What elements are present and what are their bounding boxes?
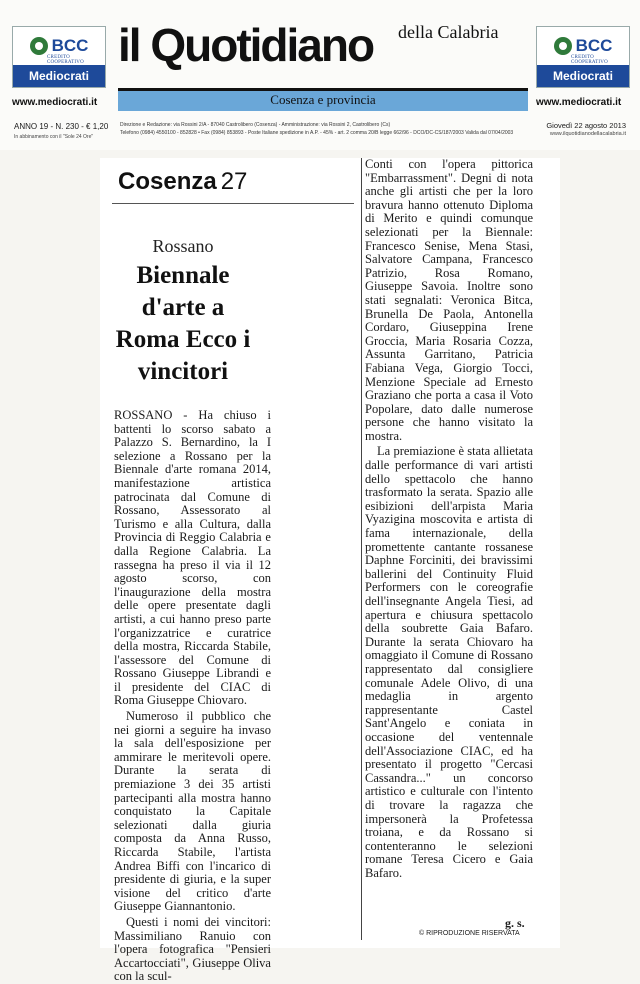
column-divider: [361, 158, 362, 940]
bcc-mark-icon: [30, 37, 48, 55]
website-left: www.mediocrati.it: [12, 97, 98, 108]
paragraph: ROSSANO - Ha chiuso i battenti lo scorso sabato a Palazzo S. Bernardino, la I selezione a Rossano per la Biennale d'arte romana 2014, manifestazione artistica patrocinata dal Comune di Rossano, Assessorato al Turismo e alla Cultura, dalla Provincia di Reggio Calabria e dalla Regione Calabria. La rassegna ha preso il via il 12 agosto scorso, con l'inaugurazione della mostra delle opere presentate dagli artisti, a cui hanno preso parte l'organizzatrice e curatrice della mostra, Riccarda Stabile, l'assessore del Comune di Rossano Giuseppe Librandi e il presidente del CIAC di Roma Giuseppe Chiovaro.: [114, 408, 271, 708]
article-column-1: [114, 409, 271, 984]
paragraph: Conti con l'opera pittorica "Embarrassment". Degni di nota anche gli artisti che per la loro bravura hanno ottenuto Diploma di Merito e quindi comunque selezionati per la Biennale: Francesco Senise, Mena Stasi, Salvatore Campana, Francesco Patrizio, Rosa Romano, Giuseppe Savoia. Inoltre sono stati segnalati: Veronica Bitca, Brunella De Paola, Antonella Cordaro, Giuseppina Irene Groccia, Maria Rosaria Cozza, Assunta Garritano, Patricia Fabiana Vega, Giorgio Tocci, Menzione Speciale ad Ernesto Graziano che porta a casa il Voto Popolare, dato dalle numerose persone che hanno visitato la mostra.: [365, 157, 533, 443]
section-header: [118, 168, 247, 196]
issue-date: Giovedì 22 agosto 2013: [546, 121, 626, 130]
bcc-name: BCC: [575, 36, 613, 55]
masthead-title: il Quotidiano: [118, 19, 374, 71]
paragraph: Questi i nomi dei vincitori: Massimiliano Ranuio con l'opera fotografica "Pensieri Accartocciati", Giuseppe Oliva con la scul-: [114, 914, 271, 984]
author-signature: g. s.: [505, 916, 525, 930]
copyright-notice: © RIPRODUZIONE RISERVATA: [419, 930, 520, 937]
newspaper-header: [0, 0, 640, 150]
edition-label: Cosenza e provincia: [270, 92, 376, 107]
article-headline: Biennale d'arte a Roma Ecco i vincitori: [115, 262, 251, 385]
paragraph: La premiazione è stata allietata dalle performance di vari artisti dello spettacolo che hanno trasformato la serata. Spazio alle esibizioni dell'arpista Maria Vyazigina moscovita e artista di fama internazionale, della promettente cantante rossanese Daphne Forciniti, dei bravissimi ballerini del Continuity Fluid Performers con le coreografie dell'insegnante Angela Tiesi, ad apertura e chiusura spettacolo della soubrette Gaia Bafaro. Durante la serata Chiovaro ha omaggiato il Comune di Rossano rappresentato dal consigliere comunale Adele Olivo, di una medaglia in argento rappresentante Castel Sant'Angelo e coniata in occasione del ventennale dell'Associazione CIAC, ed ha presentato il progetto "Cercasi Cassandra..." un concorso artistico e culturale con l'intento di trovare la ragazza che impersonerà la Profetessa troiana, e da Rossano si contenteranno le selezioni romane Teresa Cicero e Gaia Bafaro.: [365, 444, 533, 880]
bcc-name: BCC: [51, 36, 89, 55]
bcc-subtitle: CREDITO COOPERATIVO: [47, 55, 84, 65]
bcc-bank-name: Mediocrati: [13, 65, 105, 87]
bcc-logo-left: [12, 26, 106, 88]
bcc-logo-right: [536, 26, 630, 88]
article-kicker: Rossano: [152, 236, 214, 256]
issue-info: ANNO 19 - N. 230 - € 1,20: [14, 122, 109, 131]
imprint-line: Direzione e Redazione: via Rossini 2/A - 87040 Castrolibero (Cosenza) - Amministrazione: via Rossini 2, Castrolibero (Cs): [120, 122, 391, 128]
imprint: [120, 121, 516, 137]
article-column-2: [365, 158, 533, 880]
section-name: Cosenza: [118, 168, 217, 195]
paragraph: Numeroso il pubblico che nei giorni a seguire ha invaso la sala dell'esposizione per ammirare le meritevoli opere. Durante la serata di premiazione 3 dei 35 artisti partecipanti alla mostra hanno conquistato la Capitale selezionati dalla giuria composta da Anna Russo, Riccarda Stabile, l'artista Andrea Biffi con l'incarico di presidente di giuria, e la super visione del critico d'arte Giuseppe Giannantonio.: [114, 709, 271, 914]
bundle-info: In abbinamento con il "Sole 24 Ore": [14, 134, 94, 140]
bcc-mark-icon: [554, 37, 572, 55]
imprint-line: Telefono (0984) 4550100 - 852828 • Fax (0984) 853893 - Poste Italiane spedizione in A.P. - 45% - art. 2 comma 20/B legge 662/96 - DCO/DC-CS/187/2003 Valida dal 07/04/2003: [120, 130, 514, 136]
bcc-subtitle: CREDITO COOPERATIVO: [571, 55, 608, 65]
masthead-region: della Calabria: [398, 22, 499, 42]
bcc-bank-name: Mediocrati: [537, 65, 629, 87]
page-number: 27: [220, 168, 248, 195]
section-rule: [112, 203, 354, 204]
newspaper-website: www.ilquotidianodellacalabria.it: [549, 131, 626, 137]
website-right: www.mediocrati.it: [536, 97, 622, 108]
